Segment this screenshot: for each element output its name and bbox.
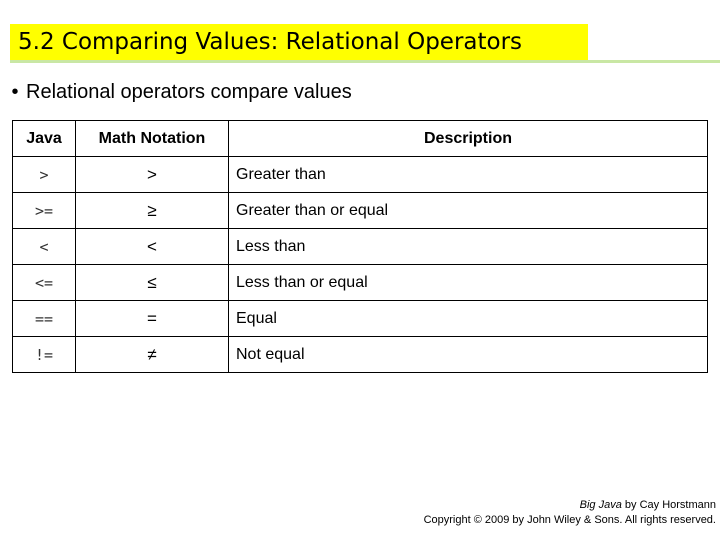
java-operator: >= <box>13 193 76 229</box>
book-title: Big Java <box>579 499 622 511</box>
bullet-icon: • <box>11 81 19 103</box>
operator-description: Equal <box>229 301 708 337</box>
book-credit <box>424 498 716 513</box>
table-row <box>13 337 708 373</box>
table-header-row <box>13 121 708 157</box>
math-symbol: ≤ <box>76 265 229 301</box>
title-divider <box>10 60 720 63</box>
math-symbol: = <box>76 301 229 337</box>
java-operator: <= <box>13 265 76 301</box>
operator-description: Less than or equal <box>229 265 708 301</box>
table-row <box>13 265 708 301</box>
operator-description: Greater than or equal <box>229 193 708 229</box>
copyright-notice: Copyright © 2009 by John Wiley & Sons. All rights reserved. <box>423 514 716 526</box>
operator-description: Not equal <box>229 337 708 373</box>
java-operator: < <box>13 229 76 265</box>
header-java: Java <box>13 121 76 157</box>
math-symbol: < <box>76 229 229 265</box>
java-operator: > <box>13 157 76 193</box>
math-symbol: > <box>76 157 229 193</box>
operator-description: Less than <box>229 229 708 265</box>
bullet-text: Relational operators compare values <box>26 81 352 103</box>
java-operator: == <box>13 301 76 337</box>
copyright-footer <box>424 498 716 528</box>
table-row <box>13 157 708 193</box>
header-description: Description <box>229 121 708 157</box>
table-row <box>13 193 708 229</box>
java-operator: != <box>13 337 76 373</box>
relational-operators-table <box>12 120 708 373</box>
table-row <box>13 301 708 337</box>
math-symbol: ≥ <box>76 193 229 229</box>
header-math-notation: Math Notation <box>76 121 229 157</box>
math-symbol: ≠ <box>76 337 229 373</box>
book-author: by Cay Horstmann <box>621 499 716 511</box>
slide-title: 5.2 Comparing Values: Relational Operators <box>18 29 523 55</box>
bullet-point <box>4 78 352 106</box>
table-row <box>13 229 708 265</box>
operator-description: Greater than <box>229 157 708 193</box>
